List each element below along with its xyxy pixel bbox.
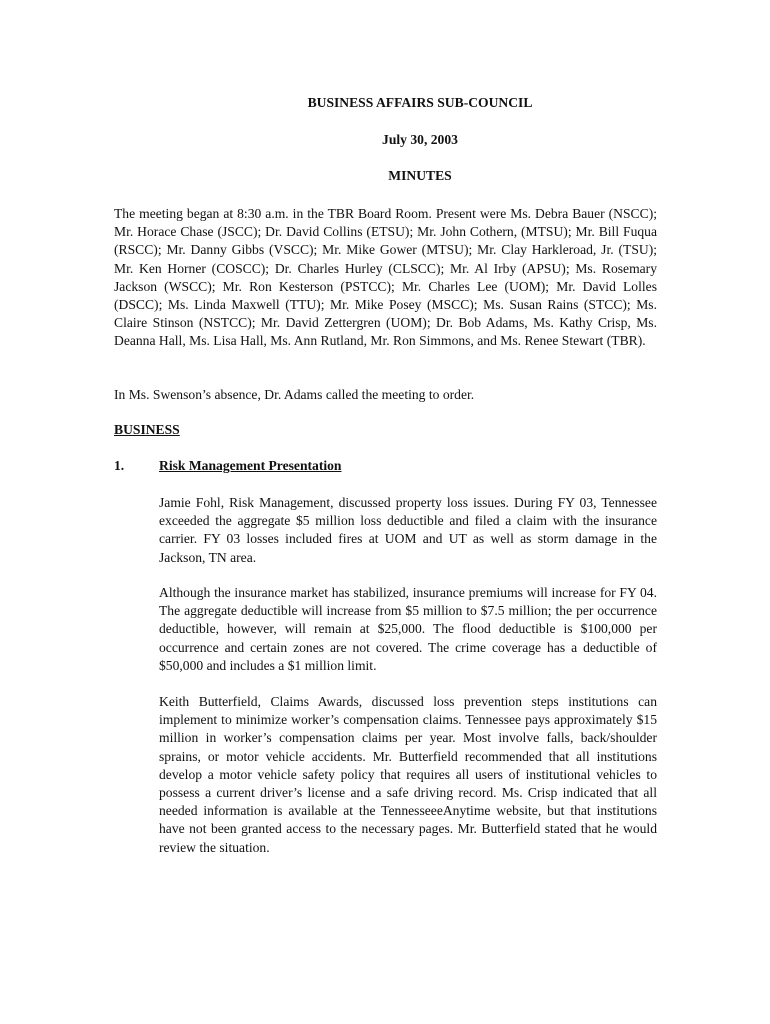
- attendance-paragraph: The meeting began at 8:30 a.m. in the TBR Board Room. Present were Ms. Debra Bauer (NSCC); Mr. Horace Chase (JSCC); Dr. David Collins (ETSU); Mr. John Cothern, (MTSU); Mr. Bill Fuqua (RSCC); Mr. Danny Gibbs (VSCC); Mr. Mike Gower (MTSU); Mr. Clay Harkleroad, Jr. (TSU); Mr. Ken Horner (COSCC); Dr. Charles Hurley (CLSCC); Mr. Al Irby (APSU); Ms. Rosemary Jackson (WSCC); Mr. Ron Kesterson (PSTCC); Mr. Charles Lee (UOM); Mr. David Lolles (DSCC); Ms. Linda Maxwell (TTU); Mr. Mike Posey (MSCC); Ms. Susan Rains (STCC); Ms. Claire Stinson (NSTCC); Mr. David Zettergren (UOM); Dr. Bob Adams, Ms. Kathy Crisp, Ms. Deanna Hall, Ms. Lisa Hall, Ms. Ann Rutland, Mr. Ron Simmons, and Ms. Renee Stewart (TBR).: [114, 206, 657, 349]
- item-paragraph: Keith Butterfield, Claims Awards, discussed loss prevention steps institutions can implement to minimize worker’s compensation claims. Tennessee pays approximately $15 million in worker’s compensation claims per year. Most involve falls, back/shoulder sprains, or motor vehicle accidents. Mr. Butterfield recommended that all institutions develop a motor vehicle safety policy that requires all users of institutional vehicles to possess a current driver’s license and a safe driving record. Ms. Crisp indicated that all needed information is available at the TennesseeeAnytime website, but that institutions have not been granted access to the necessary pages. Mr. Butterfield stated that he would review the situation.: [159, 694, 657, 855]
- item-title: Risk Management Presentation: [159, 458, 342, 473]
- item-paragraph: Jamie Fohl, Risk Management, discussed property loss issues. During FY 03, Tennessee exceeded the aggregate $5 million loss deductible and filed a claim with the insurance carrier. FY 03 losses included fires at UOM and UT as well as storm damage in the Jackson, TN area.: [159, 495, 657, 565]
- item-number: 1.: [114, 458, 125, 473]
- call-to-order-paragraph: In Ms. Swenson’s absence, Dr. Adams called the meeting to order.: [114, 387, 475, 402]
- document-title: BUSINESS AFFAIRS SUB-COUNCIL: [307, 95, 533, 110]
- section-heading: BUSINESS: [114, 422, 180, 437]
- meeting-date: July 30, 2003: [382, 132, 458, 147]
- document-subtitle: MINUTES: [388, 168, 452, 183]
- item-paragraph: Although the insurance market has stabilized, insurance premiums will increase for FY 04. The aggregate deductible will increase from $5 million to $7.5 million; the per occurrence deductible, however, will remain at $25,000. The flood deductible is $100,000 per occurrence and certain zones are not covered. The crime coverage has a deductible of $50,000 and includes a $1 million limit.: [159, 585, 657, 673]
